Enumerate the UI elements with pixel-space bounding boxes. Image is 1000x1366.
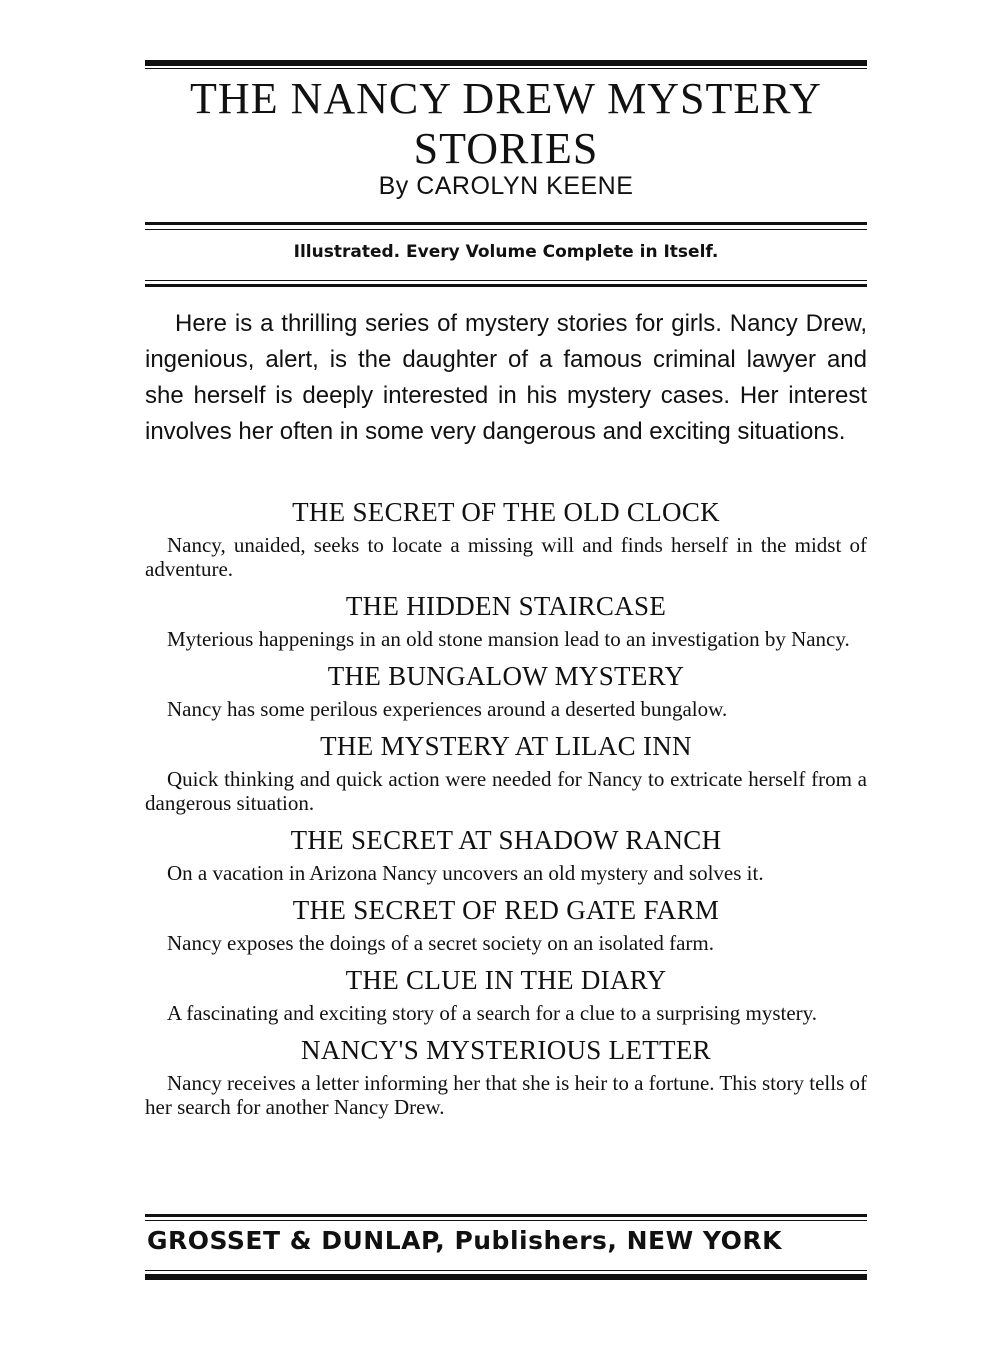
book-title: THE CLUE IN THE DIARY [345,965,667,995]
top-rule [145,60,867,66]
book-title: NANCY'S MYSTERIOUS LETTER [301,1035,711,1065]
book-entry [145,892,867,955]
book-title: THE HIDDEN STAIRCASE [345,591,667,621]
top-rule-thin [145,68,867,69]
book-description: Myterious happenings in an old stone mansion lead to an investigation by Nancy. [167,627,850,651]
book-description: Nancy receives a letter informing her that she is heir to a fortune. This story tells of her search for another Nancy Drew. [145,1071,867,1119]
notice-rule-top-thin [145,229,867,230]
book-title: THE SECRET OF THE OLD CLOCK [292,497,720,527]
footer-rule-bottom-thin [145,1270,867,1271]
book-description: Nancy has some perilous experiences around a deserted bungalow. [167,697,728,721]
book-description: Nancy, unaided, seeks to locate a missing will and finds herself in the midst of adventure. [145,533,867,581]
book-entry [145,494,867,581]
series-title: THE NANCY DREW MYSTERY STORIES [190,74,822,173]
book-title: THE SECRET OF RED GATE FARM [292,895,720,925]
book-entry [145,658,867,721]
footer-rule-bottom [145,1274,867,1280]
book-entry [145,1032,867,1119]
book-description: Nancy exposes the doings of a secret society on an isolated farm. [167,931,714,955]
book-list [145,494,867,1126]
book-title: THE SECRET AT SHADOW RANCH [290,825,722,855]
notice-rule-top [145,222,867,225]
book-entry [145,588,867,651]
book-description: On a vacation in Arizona Nancy uncovers an old mystery and solves it. [167,861,764,885]
notice-rule-bottom-thin [145,280,867,281]
notice-rule-bottom [145,284,867,287]
series-intro: Here is a thrilling series of mystery stories for girls. Nancy Drew, ingenious, alert, is the daughter of a famous criminal lawyer and she herself is deeply interested in his mystery cases. Her interest involves her often in some very dangerous and exciting situations. [145,310,867,445]
book-entry [145,962,867,1025]
book-entry [145,728,867,815]
footer-rule-top [145,1214,867,1217]
author-byline: By CAROLYN KEENE [378,172,634,200]
publisher-line: GROSSET & DUNLAP, Publishers, NEW YORK [147,1226,783,1255]
book-description: A fascinating and exciting story of a search for a clue to a surprising mystery. [167,1001,818,1025]
book-title: THE BUNGALOW MYSTERY [327,661,685,691]
footer-rule-top-thin [145,1220,867,1221]
book-title: THE MYSTERY AT LILAC INN [320,731,692,761]
book-description: Quick thinking and quick action were needed for Nancy to extricate herself from a dangerous situation. [145,767,867,815]
illustrated-notice: Illustrated. Every Volume Complete in Itself. [293,242,719,262]
book-entry [145,822,867,885]
